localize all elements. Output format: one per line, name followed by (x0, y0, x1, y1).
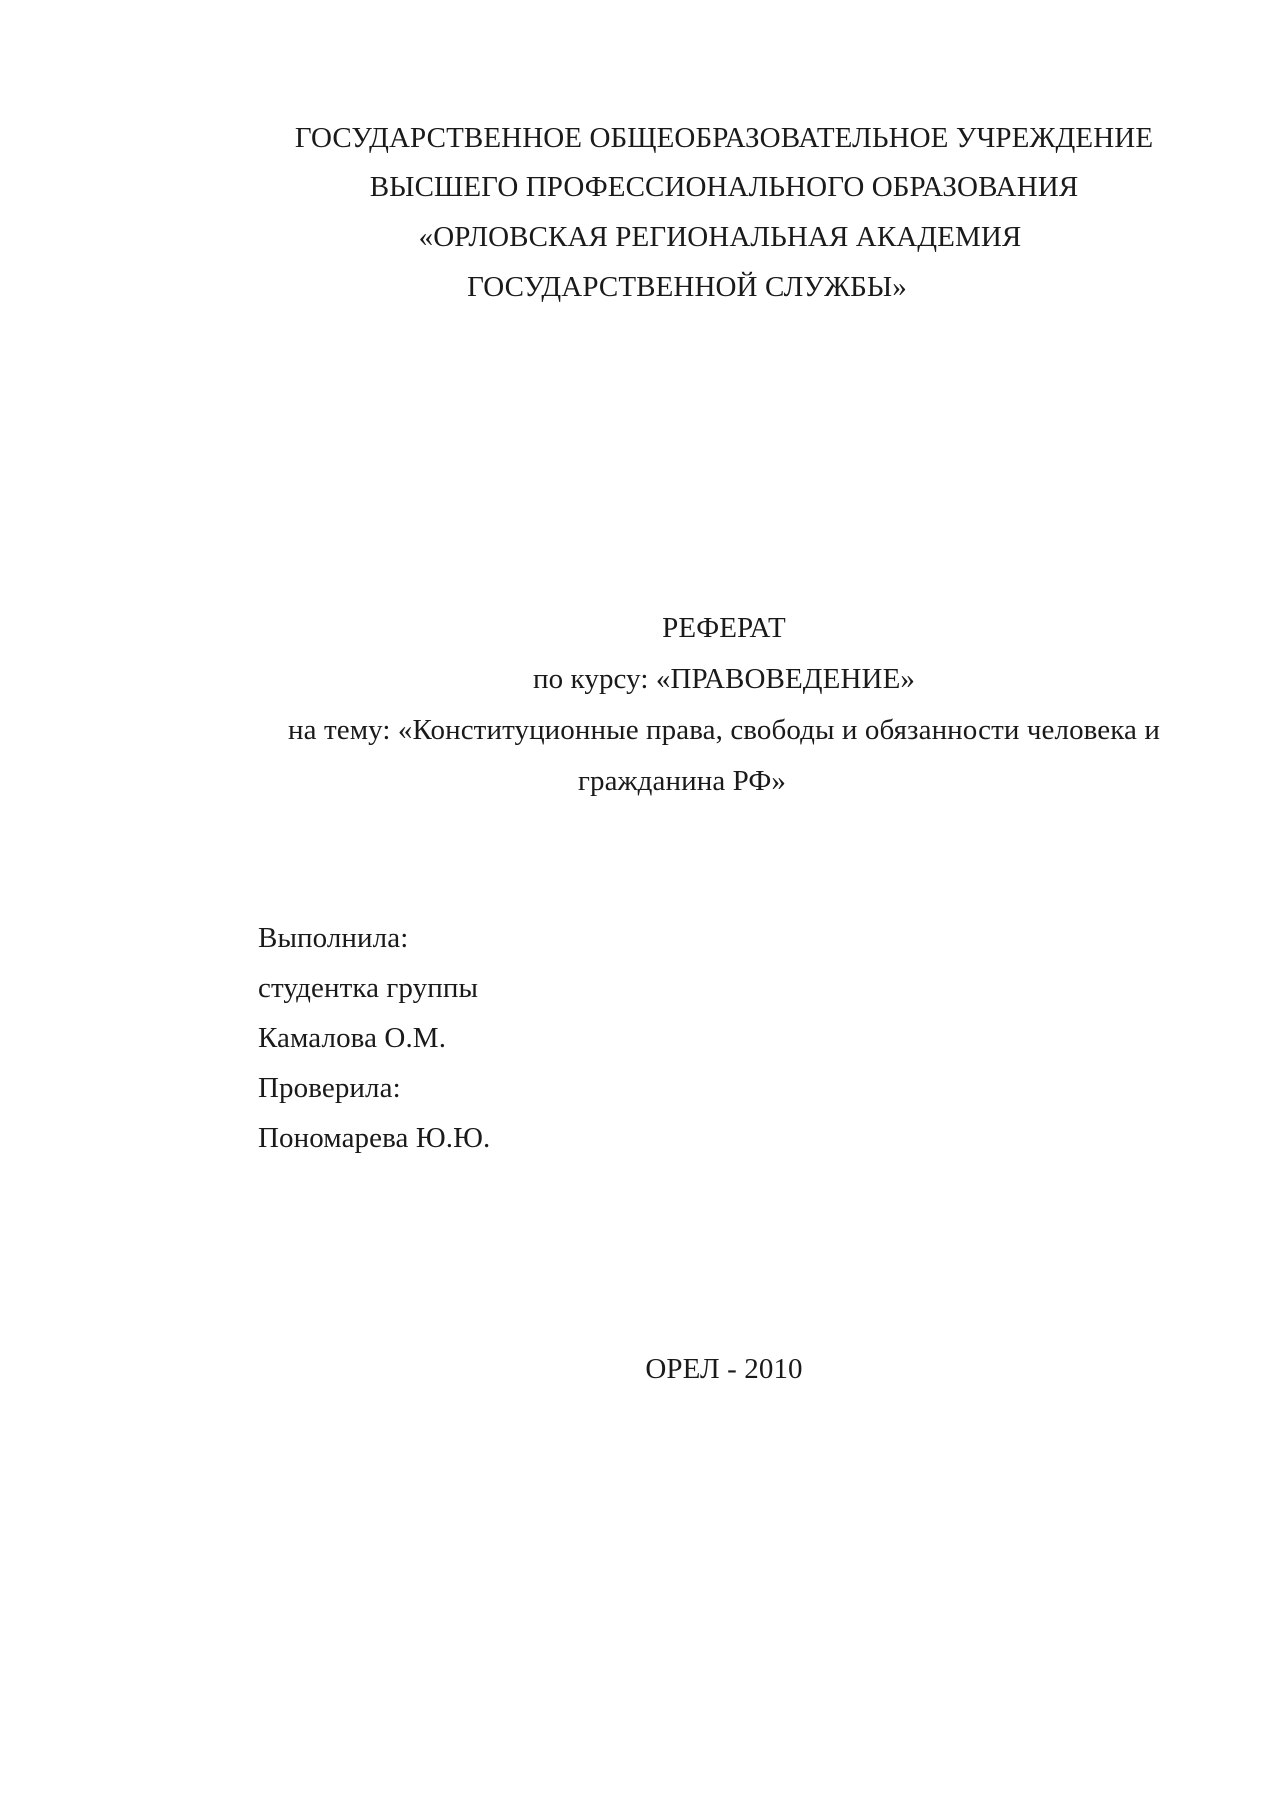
student-role: студентка группы (258, 972, 479, 1004)
performed-label: Выполнила: (258, 922, 409, 954)
city-year: ОРЕЛ - 2010 (645, 1353, 803, 1385)
course-line: по курсу: «ПРАВОВЕДЕНИЕ» (532, 663, 916, 695)
checker-name: Пономарева Ю.Ю. (258, 1122, 491, 1154)
header-line-1: ГОСУДАРСТВЕННОЕ ОБЩЕОБРАЗОВАТЕЛЬНОЕ УЧРЕЖДЕНИЕ (294, 122, 1154, 154)
student-name: Камалова О.М. (258, 1022, 447, 1054)
checked-label: Проверила: (258, 1072, 401, 1104)
header-line-4: ГОСУДАРСТВЕННОЙ СЛУЖБЫ» (467, 271, 907, 303)
header-line-3: «ОРЛОВСКАЯ РЕГИОНАЛЬНАЯ АКАДЕМИЯ (418, 221, 1022, 253)
doc-type: РЕФЕРАТ (662, 612, 786, 644)
topic-line-1: на тему: «Конституционные права, свободы и обязанности человека и (288, 714, 1160, 746)
topic-line-2: гражданина РФ» (577, 765, 787, 797)
header-line-2: ВЫСШЕГО ПРОФЕССИОНАЛЬНОГО ОБРАЗОВАНИЯ (369, 171, 1079, 203)
